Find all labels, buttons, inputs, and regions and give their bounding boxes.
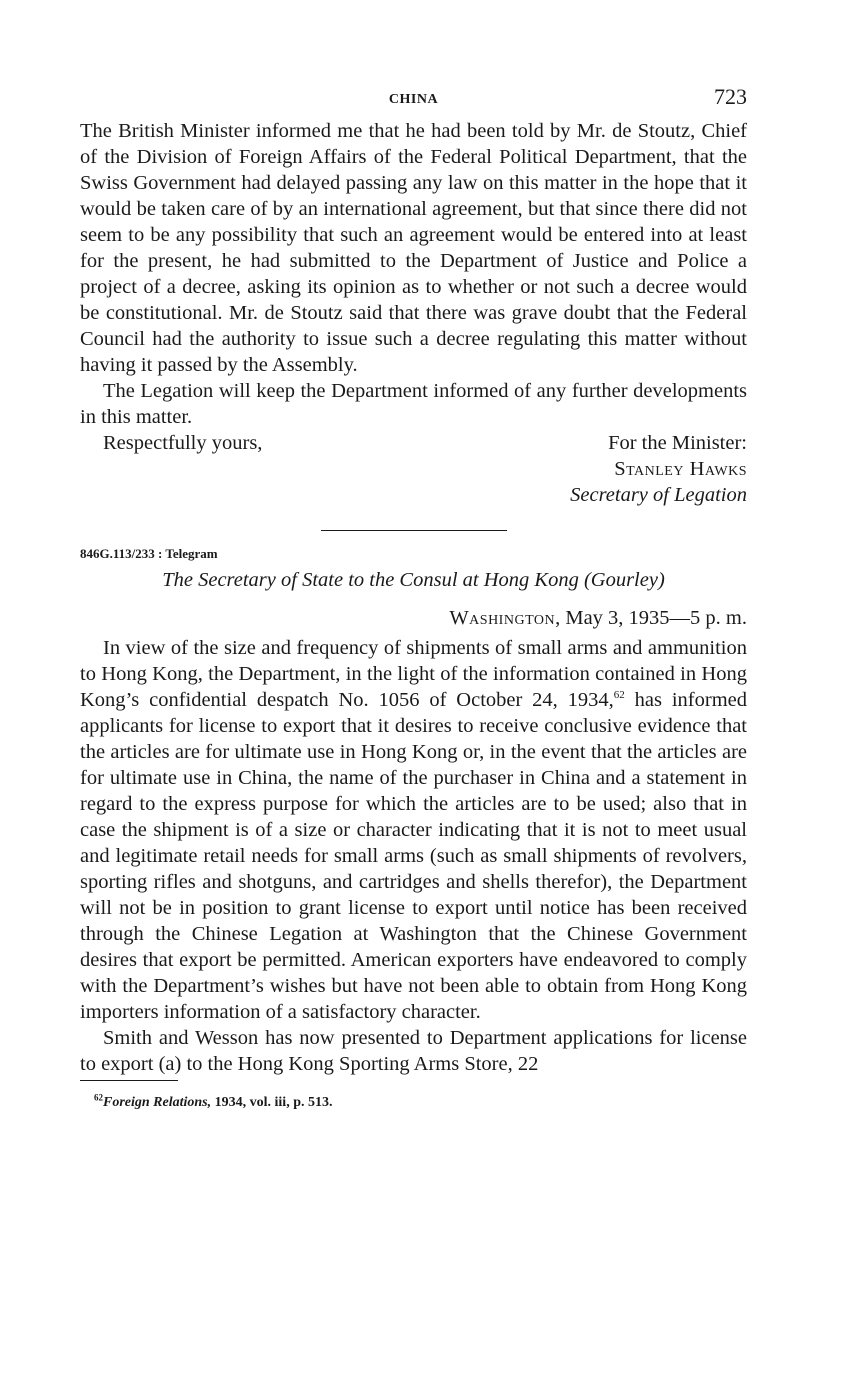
section-divider (321, 530, 507, 531)
telegram-paragraph-2: Smith and Wesson has now presented to Department applications for license to export (a) to the Hong Kong Sporting Arms Store, 22 (80, 1027, 747, 1075)
signer-title: Secretary of Legation (570, 484, 747, 506)
footnote-rule (80, 1080, 178, 1081)
letter-paragraph-1: The British Minister informed me that he had been told by Mr. de Stoutz, Chief of the Division of Foreign Affairs of the Federal Political Department, that the Swiss Government had delayed passing any law on this matter in the hope that it would be taken care of by an international agreement, but that since there did not seem to be any possibility that such an agreement would be entered into at least for the present, he had submitted to the Department of Justice and Police a project of a decree, asking its opinion as to whether or not such a decree would be constitutional. Mr. de Stoutz said that there was grave doubt that the Federal Council had the authority to issue such a decree regulating this matter without having it passed by the Assembly. (80, 120, 747, 376)
dateline-place: Washington (449, 607, 556, 629)
running-head: CHINA (388, 92, 439, 107)
page-number: 723 (714, 84, 747, 109)
footnote-reference[interactable]: 62 (613, 689, 625, 702)
footnote-citation: 1934, vol. iii, p. 513. (211, 1095, 333, 1110)
footnote-source: Foreign Relations, (103, 1095, 212, 1110)
signer-name: Stanley Hawks (614, 458, 747, 480)
footnote (80, 1092, 747, 1111)
dateline (80, 605, 747, 631)
letter-paragraph-2: The Legation will keep the Department informed of any further developments in this matter. (80, 380, 747, 428)
closing-row (80, 430, 747, 456)
telegram-paragraph-1 (80, 635, 747, 1025)
dateline-date: , May 3, 1935—5 p. m. (555, 607, 747, 629)
file-reference: 846G.113/233 : Telegram (80, 546, 218, 561)
telegram-paragraph-1-part-a: In view of the size and frequency of shipments of small arms and ammunition to Hong Kong, the Department, in the light of the information contained in Hong Kong’s confidential despatch No. 1056 of October 24, 1934, (80, 637, 747, 711)
document-page (80, 84, 747, 1111)
telegram-paragraph-1-part-b: has informed applicants for license to export that it desires to receive conclusive evidence that the articles are for ultimate use in Hong Kong or, in the event that the articles are for ultimate use in China, the name of the purchaser in China and a statement in regard to the express purpose for which the articles are to be used; also that in case the shipment is of a size or character indicating that it is not to meet usual and legitimate retail needs for small arms (such as small shipments of revolvers, sporting rifles and shotguns, and cartridges and shells therefor), the Department will not be in position to grant license to export until notice has been received through the Chinese Legation at Washington that the Chinese Government desires that export be permitted. American exporters have endeavored to comply with the Department’s wishes but have not been able to obtain from Hong Kong importers information of a satisfactory character. (80, 689, 747, 1023)
footnote-marker: 62 (94, 1092, 103, 1103)
document-title: The Secretary of State to the Consul at Hong Kong (Gourley) (162, 569, 665, 591)
page-header (80, 84, 747, 118)
closing: Respectfully yours, (103, 432, 263, 454)
for-minister: For the Minister: (608, 432, 747, 454)
